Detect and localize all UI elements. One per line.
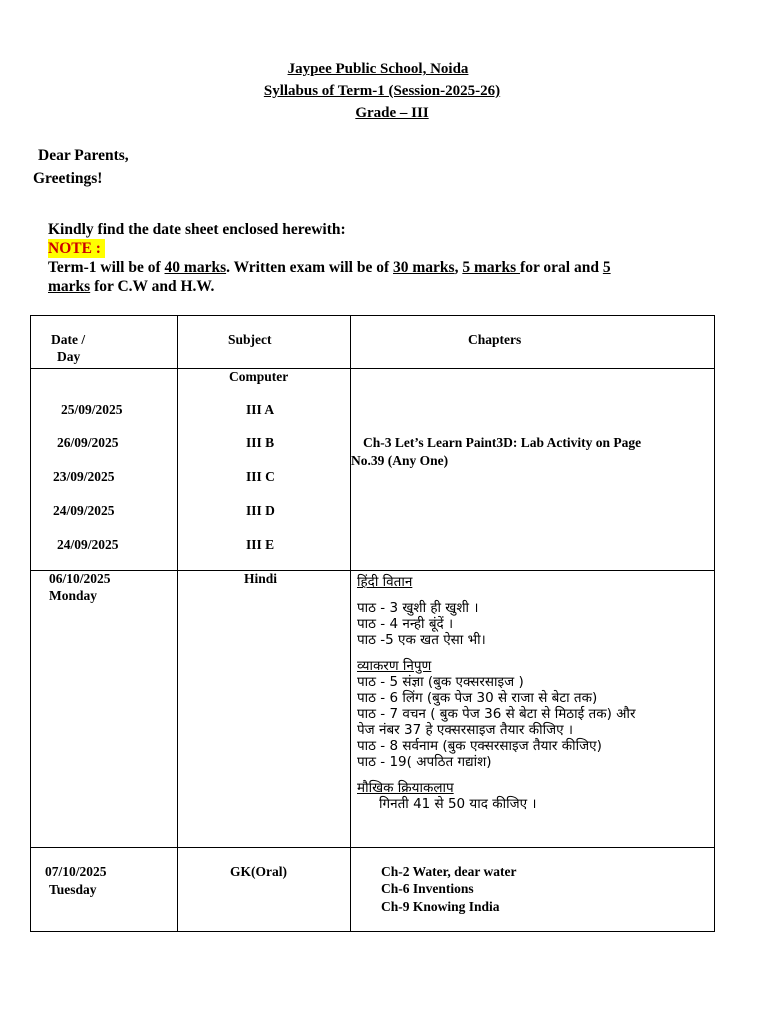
computer-section: III B — [246, 435, 275, 450]
hindi-day: Monday — [49, 588, 98, 603]
hindi-line: पाठ - 19( अपठित गद्यांश) — [357, 754, 492, 770]
computer-section: III E — [246, 537, 275, 552]
gk-day: Tuesday — [49, 882, 97, 897]
intro-text: Kindly find the date sheet enclosed herewith: — [48, 221, 346, 238]
hindi-subject: Hindi — [244, 571, 278, 586]
header-chapters: Chapters — [468, 332, 522, 347]
header-date: Date / — [51, 332, 86, 347]
gk-chapter: Ch-9 Knowing India — [381, 899, 500, 914]
computer-chapter: Ch-3 Let’s Learn Paint3D: Lab Activity on Page — [363, 435, 642, 450]
computer-section: III C — [246, 469, 275, 484]
computer-date: 24/09/2025 — [57, 537, 119, 552]
syllabus-title: Syllabus of Term-1 (Session-2025-26) — [263, 83, 501, 99]
marks-cw-hw: 5 — [602, 259, 611, 276]
hindi-line: पाठ - 7 वचन ( बुक पेज 36 से बेटा से मिठाई तक) और — [357, 706, 636, 722]
hindi-line: पाठ - 5 संज्ञा (बुक एक्सरसाइज ) — [357, 674, 524, 690]
hindi-oral-line: गिनती 41 से 50 याद कीजिए । — [379, 796, 537, 812]
hindi-line: पाठ - 8 सर्वनाम (बुक एक्सरसाइज तैयार कीजिए) — [357, 738, 602, 754]
computer-chapter-cont: No.39 (Any One) — [351, 453, 449, 468]
grade-title: Grade – III — [355, 105, 429, 121]
date-sheet-table — [30, 315, 715, 932]
computer-section: III A — [246, 402, 275, 417]
hindi-heading-vyakaran: व्याकरण निपुण — [357, 658, 432, 674]
marks-total: 40 marks — [164, 259, 227, 276]
header-day: Day — [57, 349, 81, 364]
hindi-heading-oral: मौखिक क्रियाकलाप — [357, 780, 454, 796]
hindi-line: पेज नंबर 37 हे एक्सरसाइज तैयार कीजिए । — [357, 722, 573, 738]
computer-date: 23/09/2025 — [53, 469, 115, 484]
hindi-line: पाठ -5 एक खत ऐसा भी। — [357, 632, 486, 648]
salutation: Dear Parents, — [38, 147, 129, 164]
note-block — [48, 220, 728, 296]
greetings: Greetings! — [33, 170, 103, 187]
marks-note: Term-1 will be of 40 marks. Written exam will be of 30 marks, 5 marks for oral and 5 marks for C.W and H.W. — [48, 259, 611, 295]
computer-subject: Computer — [229, 369, 289, 384]
hindi-date: 06/10/2025 — [49, 571, 111, 586]
gk-date: 07/10/2025 — [45, 864, 107, 879]
hindi-line: पाठ - 6 लिंग (बुक पेज 30 से राजा से बेटा तक) — [357, 690, 598, 706]
note-label: NOTE : — [48, 239, 105, 258]
marks-oral: 5 marks — [462, 259, 521, 276]
table-header-row — [31, 316, 715, 369]
computer-date: 25/09/2025 — [61, 402, 123, 417]
school-name: Jaypee Public School, Noida — [287, 61, 469, 77]
table-row — [31, 369, 715, 571]
table-row — [31, 848, 715, 932]
computer-section: III D — [246, 503, 275, 518]
computer-date: 26/09/2025 — [57, 435, 119, 450]
hindi-line: पाठ - 4 नन्ही बूंदें । — [357, 616, 454, 632]
hindi-line: पाठ - 3 खुशी ही खुशी । — [357, 600, 479, 616]
hindi-heading-vitan: हिंदी वितान — [357, 574, 413, 590]
gk-chapter: Ch-2 Water, dear water — [381, 864, 517, 879]
computer-date: 24/09/2025 — [53, 503, 115, 518]
marks-written: 30 marks — [393, 259, 455, 276]
header-subject: Subject — [228, 332, 272, 347]
gk-subject: GK(Oral) — [230, 864, 287, 879]
gk-chapter: Ch-6 Inventions — [381, 881, 474, 896]
table-row — [31, 571, 715, 848]
